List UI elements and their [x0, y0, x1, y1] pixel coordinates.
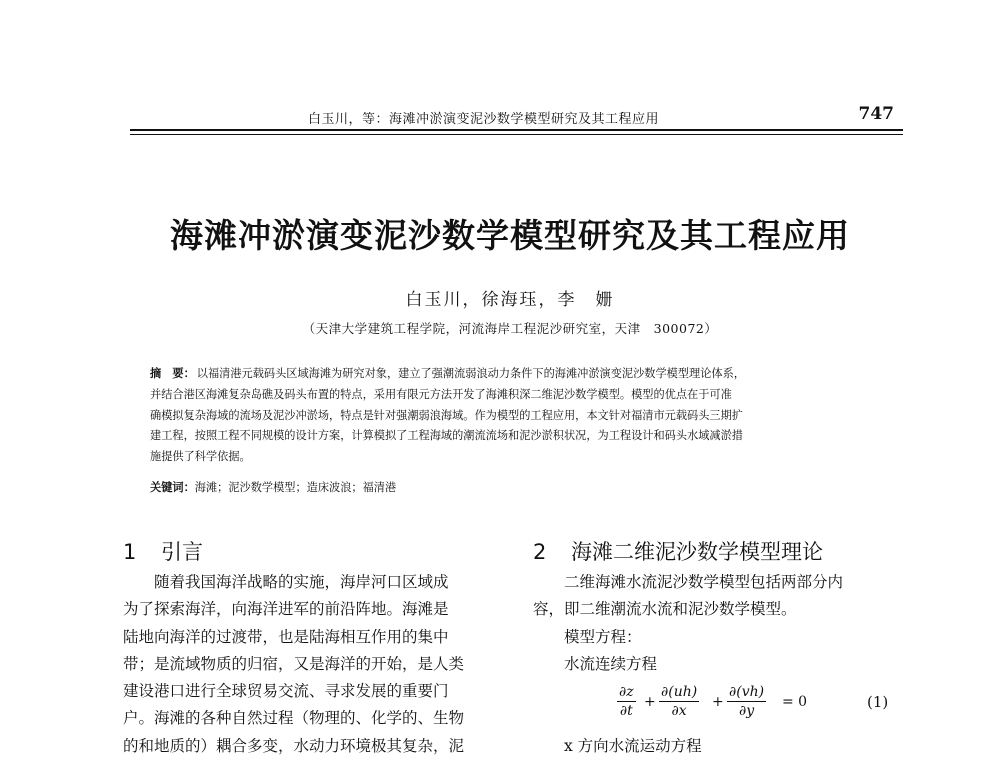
equation-number: (1) — [867, 693, 889, 711]
authors: 白玉川，徐海珏，李 姗 — [405, 290, 615, 310]
left-column-text — [123, 569, 508, 760]
paper-title: 海滩冲淤演变泥沙数学模型研究及其工程应用 — [170, 216, 850, 255]
text-line: 模型方程： — [533, 627, 642, 646]
running-head — [150, 104, 900, 128]
abstract-line: 建工程，按照工程不同规模的设计方案，计算模拟了工程海域的潮流流场和泥沙淤积状况，为工程设计和码头水域减淤措 — [150, 429, 743, 443]
text-line: 为了探索海洋，向海洋进军的前沿阵地。海滩是 — [123, 600, 449, 619]
keywords — [150, 479, 875, 495]
text-line: 陆地向海洋的过渡带，也是陆海相互作用的集中 — [123, 627, 449, 646]
text-line: 二维海滩水流泥沙数学模型包括两部分内 — [533, 573, 844, 591]
affiliation: （天津大学建筑工程学院，河流海岸工程泥沙研究室，天津 300072） — [302, 321, 718, 336]
text-line: 水流连续方程 — [533, 654, 658, 673]
abstract-line: 摘 要： 以福清港元载码头区域海滩为研究对象，建立了强潮流弱浪动力条件下的海滩冲淤演变泥沙数学模型理论体系， — [150, 367, 745, 380]
text-line: 建设港口进行全球贸易交流、寻求发展的重要门 — [123, 682, 449, 701]
plus-sign: + — [644, 694, 656, 710]
fraction-dz-dt: $\frac{\partial z}{\partial t}$ — [619, 684, 634, 719]
text-line: 随着我国海洋战略的实施，海岸河口区域成 — [123, 573, 449, 591]
header-rule-thick — [130, 129, 903, 131]
text-line: 带；是流域物质的归宿，又是海洋的开始，是人类 — [123, 654, 465, 673]
section-number: 2 — [533, 540, 547, 564]
text-line: x 方向水流运动方程 — [533, 736, 702, 755]
text-line: 户。海滩的各种自然过程（物理的、化学的、生物 — [123, 709, 465, 728]
fraction-duh-dx: $\frac{\partial(uh)}{\partial x}$ — [661, 684, 698, 719]
section-number: 1 — [123, 540, 137, 564]
keywords-text: 海滩；泥沙数学模型；造床波浪；福清港 — [194, 481, 397, 494]
running-head-title: 白玉川，等：海滩冲淤演变泥沙数学模型研究及其工程应用 — [308, 112, 660, 127]
right-column-text — [533, 569, 903, 760]
section-title: 引言 — [161, 540, 203, 564]
section-1-heading — [123, 536, 203, 566]
fraction-dvh-dy: $\frac{\partial(vh)}{\partial y}$ — [729, 684, 765, 719]
equals-zero: = 0 — [782, 694, 808, 710]
page-number: 747 — [858, 104, 894, 124]
abstract-line: 施提供了科学依据。 — [150, 450, 251, 464]
text-line: 容，即二维潮流水流和泥沙数学模型。 — [533, 600, 797, 619]
keywords-label: 关键词： — [150, 481, 195, 494]
abstract-line: 并结合港区海滩复杂岛礁及码头布置的特点，采用有限元方法开发了海滩积深二维泥沙数学模型。模型的优点在于可准 — [150, 387, 732, 401]
text-line: 的和地质的）耦合多变，水动力环境极其复杂，泥 — [123, 736, 465, 755]
abstract-label: 摘 要： — [150, 367, 195, 380]
abstract-line: 确模拟复杂海域的流场及泥沙冲淤场，特点是针对强潮弱浪海域。作为模型的工程应用，本文针对福清市元载码头三期扩 — [150, 408, 743, 422]
continuity-equation — [617, 684, 907, 724]
abstract — [150, 364, 875, 468]
header-rule-thin — [130, 134, 903, 135]
section-title: 海滩二维泥沙数学模型理论 — [571, 540, 823, 564]
section-2-heading — [533, 536, 823, 566]
plus-sign: + — [712, 694, 724, 710]
